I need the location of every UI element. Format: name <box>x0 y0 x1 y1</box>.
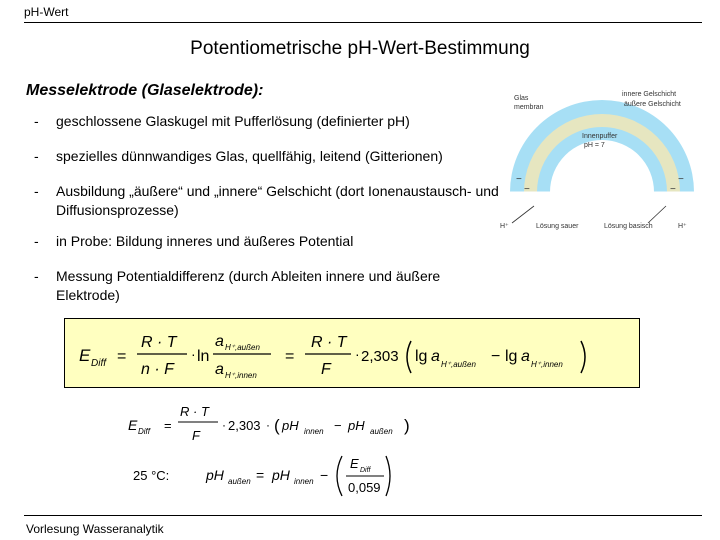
label-membrane-1: Glas <box>514 95 529 102</box>
bullet-item: - Ausbildung „äußere“ und „innere“ Gelschicht (dort Ionenaustausch- und Diffusionsprozesse) <box>34 182 504 220</box>
frac1-num: R · T <box>141 334 177 351</box>
eq3-e: E <box>350 456 359 471</box>
footer-label: Vorlesung Wasseranalytik <box>26 522 164 536</box>
eq2-frac-num: R · T <box>180 404 209 419</box>
nernst-formula-box <box>64 318 640 388</box>
lg-2-a: a <box>521 348 530 365</box>
frac3-num: R · T <box>311 334 347 351</box>
e-diff-symbol: E <box>79 346 91 365</box>
eq2-sub-outer: außen <box>370 427 393 436</box>
lg-2: lg <box>505 348 518 365</box>
label-outer-gel: äußere Gelschicht <box>624 101 681 108</box>
bullet-item: - geschlossene Glaskugel mit Pufferlösung (definierter pH) <box>34 112 504 131</box>
lg-1-a: a <box>431 348 440 365</box>
eq2-frac-den: F <box>192 428 200 443</box>
svg-text:−: − <box>334 418 342 433</box>
bullet-item: - spezielles dünnwandiges Glas, quellfähig, leitend (Gitterionen) <box>34 147 504 166</box>
frac2-num-a: a <box>215 333 224 350</box>
header-label: pH-Wert <box>24 5 69 19</box>
frac2-den-sub: H⁺,innen <box>225 371 257 380</box>
lg-2-sub: H⁺,innen <box>531 360 563 369</box>
lg-1-sub: H⁺,außen <box>441 360 476 369</box>
svg-text:(: ( <box>274 416 280 435</box>
eq2-sub-inner: innen <box>304 427 324 436</box>
e-diff-sub: Diff <box>91 358 106 369</box>
eq2-const: 2,303 <box>228 418 261 433</box>
label-h-plus-right: H⁺ <box>678 223 687 230</box>
eq3-sub-inner: innen <box>294 477 314 486</box>
eq3-ph-inner: pH <box>272 467 290 483</box>
frac2-num-sub: H⁺,außen <box>225 343 260 352</box>
eq2-ph-inner: pH <box>282 418 299 433</box>
minus-sign-r1: − <box>678 174 684 185</box>
ph-outer-formula <box>204 450 394 500</box>
footer-divider <box>24 515 702 516</box>
eq3-den: 0,059 <box>348 480 381 495</box>
nernst-formula <box>65 319 641 389</box>
minus-sign: − <box>491 348 501 365</box>
header-divider <box>24 22 702 23</box>
svg-text:·: · <box>222 418 226 432</box>
bullet-list <box>34 112 504 321</box>
ln-symbol: ln <box>197 348 210 365</box>
label-buffer-1: Innenpuffer <box>582 133 618 140</box>
label-acid-solution: Lösung sauer <box>536 223 579 230</box>
minus-sign-l1: − <box>516 174 522 185</box>
frac1-den: n · F <box>141 361 174 378</box>
label-inner-gel: innere Gelschicht <box>622 91 677 98</box>
label-buffer-2: pH = 7 <box>584 142 605 149</box>
page-title: Potentiometrische pH-Wert-Bestimmung <box>190 38 530 59</box>
cdot-1: · <box>191 346 196 362</box>
section-subtitle: Messelektrode (Glaselektrode): <box>26 82 264 99</box>
bullet-item: - in Probe: Bildung inneres und äußeres Potential <box>34 232 504 251</box>
minus-sign-r2: − <box>670 184 676 195</box>
label-base-solution: Lösung basisch <box>604 223 653 230</box>
const-2303: 2,303 <box>361 348 399 365</box>
ph-difference-formula <box>126 400 426 450</box>
bullet-item: - Messung Potentialdifferenz (durch Ableiten innere und äußere Elektrode) <box>34 267 504 305</box>
eq-sign-2: = <box>285 348 295 365</box>
frac2-den-a: a <box>215 361 224 378</box>
svg-text:=: = <box>164 418 172 433</box>
eq-sign-1: = <box>117 348 127 365</box>
label-h-plus-left: H⁺ <box>500 223 509 230</box>
cdot-2: · <box>355 346 360 362</box>
lg-1: lg <box>415 348 428 365</box>
glass-membrane-diagram <box>498 84 706 236</box>
label-membrane-2: membran <box>514 104 544 111</box>
eq2-e-sub: Diff <box>138 427 150 436</box>
eq2-ph-outer: pH <box>348 418 365 433</box>
eq2-e: E <box>128 417 138 433</box>
eq3-ph-outer: pH <box>206 467 224 483</box>
svg-text:−: − <box>320 467 329 483</box>
svg-text:·: · <box>266 418 270 432</box>
minus-sign-l2: − <box>524 184 530 195</box>
svg-text:=: = <box>256 467 265 483</box>
temperature-label: 25 °C: <box>133 468 170 483</box>
eq3-sub-outer: außen <box>228 477 251 486</box>
frac3-den: F <box>321 361 331 378</box>
svg-text:): ) <box>404 416 410 435</box>
eq3-e-sub: Diff <box>360 467 371 474</box>
